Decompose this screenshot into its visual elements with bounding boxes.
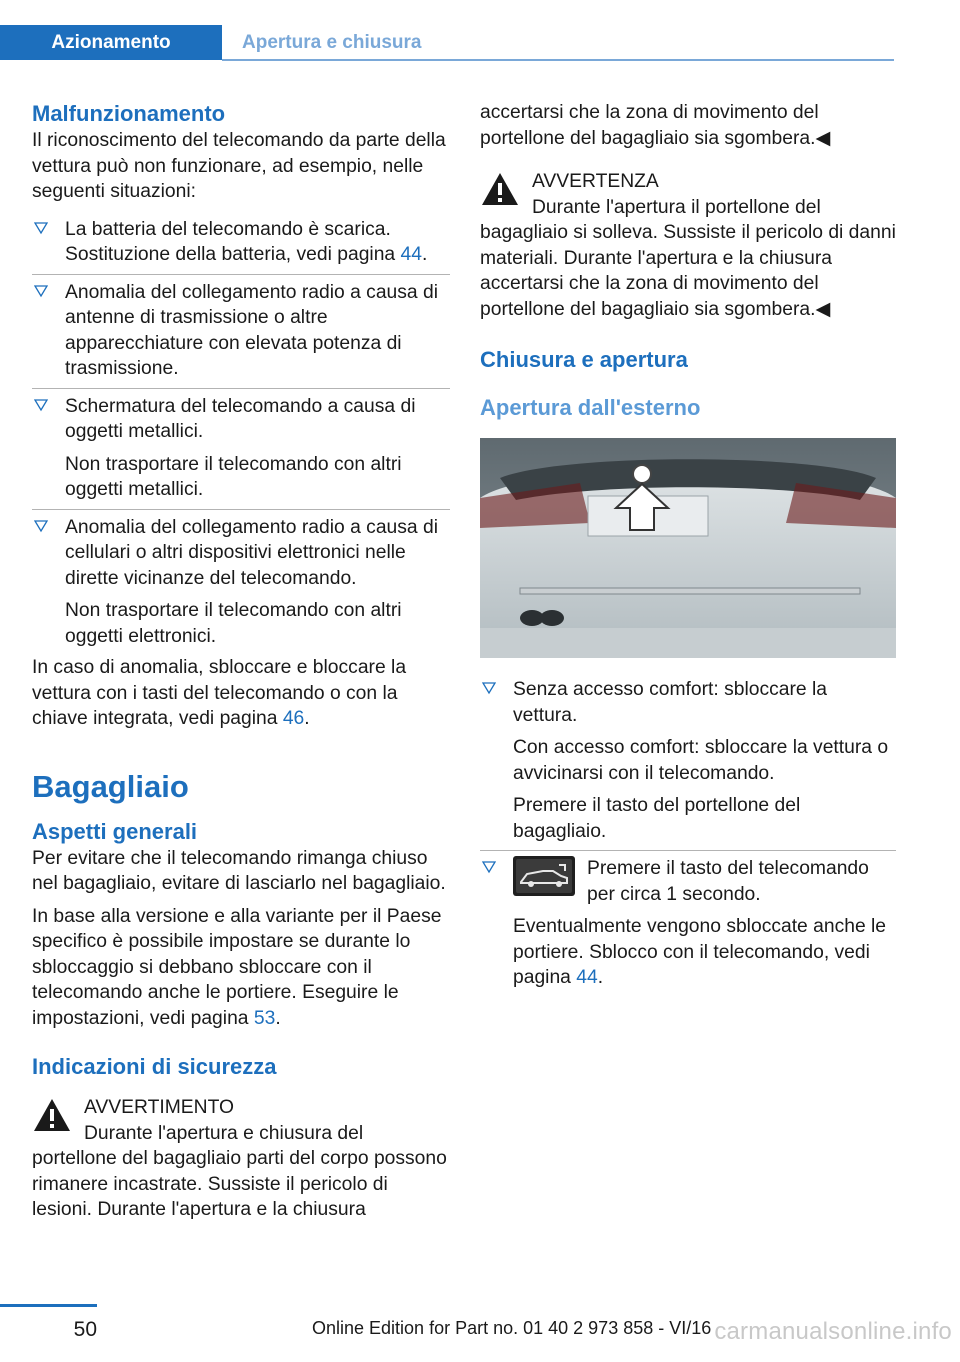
list-item-note: Con accesso comfort: sbloccare la vettura o avvicinarsi con il telecomando. xyxy=(513,737,889,784)
triangle-bullet-icon xyxy=(482,681,496,695)
header-rule xyxy=(222,59,894,61)
notice-text: Durante l'apertura il portellone del bagagliaio si solleva. Sussiste il pericolo di danni materiali. Durante l'apertura e la chiusura accertarsi che la zona di movimento del portellone del bagagliaio sia sgombera.◀ xyxy=(480,196,896,320)
page-link[interactable]: 46 xyxy=(282,708,305,729)
general-aspects-heading: Aspetti generali xyxy=(32,818,198,844)
general-aspects-p2-text: In base alla versione e alla variante per il Paese specifico è possibile impostare se durante lo sbloccaggio si debbano sbloccare con il telecomando anche le portiere. Eseguire le impostazioni, vedi pagina xyxy=(32,905,442,1029)
list-item xyxy=(480,672,896,851)
page-link[interactable]: 44 xyxy=(400,244,422,265)
list-item-text: Anomalia del collegamento radio a causa di antenne di trasmissione o altre apparecchiature con elevata potenza di trasmissione. xyxy=(65,281,438,379)
malfunction-outro-end: . xyxy=(304,708,310,729)
list-item xyxy=(32,510,450,656)
list-item-note-end: . xyxy=(597,967,604,988)
list-item-note: Non trasportare il telecomando con altri oggetti elettronici. xyxy=(65,600,402,647)
malfunction-outro xyxy=(32,655,450,732)
triangle-bullet-icon xyxy=(34,519,48,533)
triangle-bullet-icon xyxy=(34,221,48,235)
malfunction-list xyxy=(32,212,450,656)
left-column xyxy=(32,100,450,1223)
edition-text: Online Edition for Part no. 01 40 2 973 858 - VI/16 xyxy=(312,1318,712,1338)
safety-heading: Indicazioni di sicurezza xyxy=(32,1054,277,1079)
footer-rule xyxy=(0,1304,97,1307)
page-number: 50 xyxy=(73,1318,97,1341)
list-item xyxy=(480,851,896,997)
closing-opening-heading: Chiusura e apertura xyxy=(480,347,688,372)
right-column xyxy=(480,100,896,997)
general-aspects-p1: Per evitare che il telecomando rimanga chiuso nel bagagliaio, evitare di lasciarlo nel bagagliaio. xyxy=(32,847,446,894)
page-link[interactable]: 53 xyxy=(253,1007,276,1029)
section-tab-active: Azionamento xyxy=(0,25,222,60)
warning-box xyxy=(32,1095,450,1223)
list-item-note: Non trasportare il telecomando con altri oggetti metallici. xyxy=(65,453,402,500)
warning-text: Durante l'apertura e chiusura del portellone del bagagliaio parti del corpo possono rimanere incastrate. Sussiste il pericolo di lesioni. Durante l'apertura e la chiusura xyxy=(32,1122,447,1220)
malfunction-intro: Il riconoscimento del telecomando da parte della vettura può non funzionare, ad esempio, nelle seguenti situazioni: xyxy=(32,130,446,202)
opening-steps-list xyxy=(480,672,896,997)
notice-box xyxy=(480,169,896,322)
general-aspects-p2 xyxy=(32,904,450,1032)
page-link[interactable]: 44 xyxy=(576,967,598,988)
list-item xyxy=(32,275,450,389)
triangle-bullet-icon xyxy=(34,284,48,298)
section-tab-inactive: Apertura e chiusura xyxy=(242,32,422,53)
trunk-key-button-icon xyxy=(513,856,575,896)
general-aspects-p2-end: . xyxy=(275,1007,281,1029)
notice-label: AVVERTENZA xyxy=(532,171,659,192)
warning-label: AVVERTIMENTO xyxy=(84,1097,234,1118)
warning-triangle-icon xyxy=(32,1097,72,1133)
malfunction-heading: Malfunzionamento xyxy=(32,101,226,126)
triangle-bullet-icon xyxy=(34,398,48,412)
list-item xyxy=(32,212,450,275)
trunk-heading: Bagagliaio xyxy=(32,768,189,804)
list-item-text: Anomalia del collegamento radio a causa di cellulari o altri dispositivi elettronici nelle dirette vicinanze del telecomando. xyxy=(65,516,438,589)
list-item-text: Schermatura del telecomando a causa di oggetti metallici. xyxy=(65,395,416,442)
warning-continuation: accertarsi che la zona di movimento del portellone del bagagliaio sia sgombera.◀ xyxy=(480,102,831,149)
list-item-text: Senza accesso comfort: sbloccare la vettura. xyxy=(513,679,827,726)
malfunction-outro-text: In caso di anomalia, sbloccare e bloccare la vettura con i tasti del telecomando o con la chiave integrata, vedi pagina xyxy=(32,657,407,729)
list-item-note: Eventualmente vengono sbloccate anche le portiere. Sblocco con il telecomando, vedi pagina xyxy=(513,916,887,988)
trunk-photo xyxy=(480,438,896,658)
list-item-text: La batteria del telecomando è scarica. Sostituzione della batteria, vedi pagina xyxy=(65,218,401,265)
list-item-text: Premere il tasto del telecomando per circa 1 secondo. xyxy=(587,858,869,905)
list-item xyxy=(32,389,450,510)
watermark: carmanualsonline.info xyxy=(714,1318,952,1345)
list-item-note: Premere il tasto del portellone del bagagliaio. xyxy=(513,795,801,842)
opening-outside-heading: Apertura dall'esterno xyxy=(480,395,701,420)
warning-triangle-icon xyxy=(480,171,520,207)
triangle-bullet-icon xyxy=(482,860,496,874)
list-item-end: . xyxy=(421,244,428,265)
